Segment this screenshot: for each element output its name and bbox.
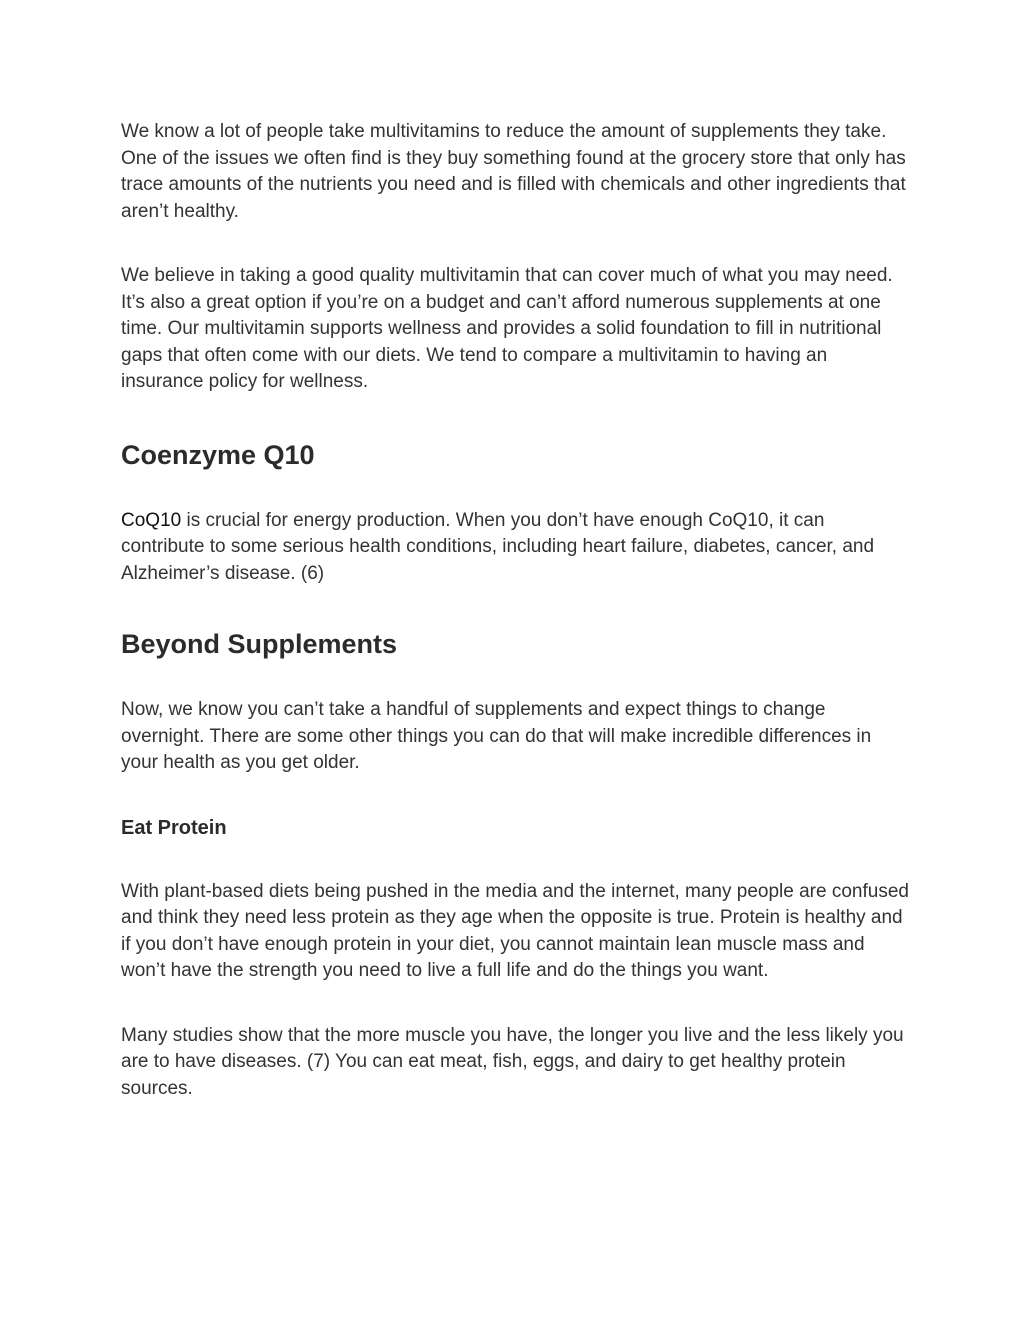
heading-eat-protein: Eat Protein [121,816,227,839]
paragraph-protein-diet: With plant-based diets being pushed in the media and the internet, many people are confused and think they need less protein as they age when the opposite is true. Protein is healthy and if you don’t have enough protein in your diet, you cannot maintain lean muscle mass and won’t have the strength you need to live a full life and do the things you want. [121,880,909,981]
heading-coenzyme-q10: Coenzyme Q10 [121,439,315,470]
heading-beyond-supplements: Beyond Supplements [121,629,398,659]
paragraph-coq10 [121,508,911,588]
paragraph-coq10-text: is crucial for energy production. When you don’t have enough CoQ10, it can contribute to some serious health conditions, including heart failure, diabetes, cancer, and Alzheimer’s disease. (6) [121,509,875,584]
paragraph-muscle-studies: Many studies show that the more muscle you have, the longer you live and the less likely you are to have diseases. (7) You can eat meat, fish, eggs, and dairy to get healthy protein sources. [121,1024,904,1099]
paragraph-multivitamin-intro: We know a lot of people take multivitamins to reduce the amount of supplements they take. One of the issues we often find is they buy something found at the grocery store that only has trace amounts of the nutrients you need and is filled with chemicals and other ingredients that aren’t healthy. [121,121,906,222]
paragraph-beyond-supplements: Now, we know you can’t take a handful of supplements and expect things to change overnight. There are some other things you can do that will make incredible differences in your health as you get older. [121,699,872,773]
paragraph-multivitamin-quality: We believe in taking a good quality multivitamin that can cover much of what you may need. It’s also a great option if you’re on a budget and can’t afford numerous supplements at one time. Our multivitamin supports wellness and provides a solid foundation to fill in nutritional gaps that often come with our diets. We tend to compare a multivitamin to having an insurance policy for wellness. [121,265,893,392]
document-page [121,119,911,1102]
coq10-link[interactable]: CoQ10 [121,509,182,531]
